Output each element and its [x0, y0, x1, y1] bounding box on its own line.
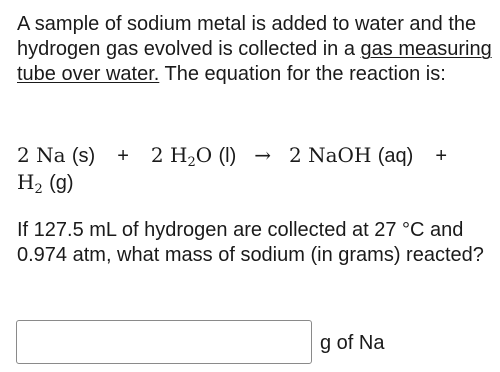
intro-text-b: The equation for the reaction is: [159, 63, 446, 85]
product1-state: (aq) [377, 145, 414, 167]
reactant1-state: (s) [71, 145, 96, 167]
product2-formula: $H_2$ [17, 170, 43, 197]
reactant2-state: (l) [218, 145, 237, 167]
reaction-equation [17, 142, 487, 196]
equation-line-1 [17, 142, 487, 169]
answer-unit-label: g of Na [320, 332, 385, 354]
reactant2-formula: $H_2O$ [170, 143, 213, 170]
equation-line-2 [17, 169, 487, 196]
reactant1-coefficient: 2 [17, 143, 30, 167]
plus-sign: + [117, 145, 129, 167]
reaction-arrow: → [254, 143, 272, 167]
reactant1-formula: Na [36, 143, 66, 167]
plus-sign: + [435, 145, 448, 167]
answer-input[interactable] [16, 320, 312, 364]
product2-state: (g) [49, 172, 74, 194]
reactant2-coefficient: 2 [150, 143, 164, 167]
gas-measuring-tube-link[interactable]: gas measuring tube over water. [17, 38, 492, 85]
intro-text-a: A sample of sodium metal is added to water and the hydrogen gas evolved is collected in a [17, 13, 477, 60]
product1-coefficient: 2 [289, 143, 302, 167]
product1-formula: NaOH [308, 143, 372, 167]
question-intro [17, 12, 492, 87]
question-prompt: If 127.5 mL of hydrogen are collected at 27 °C and 0.974 atm, what mass of sodium (in grams) reacted? [17, 219, 484, 266]
